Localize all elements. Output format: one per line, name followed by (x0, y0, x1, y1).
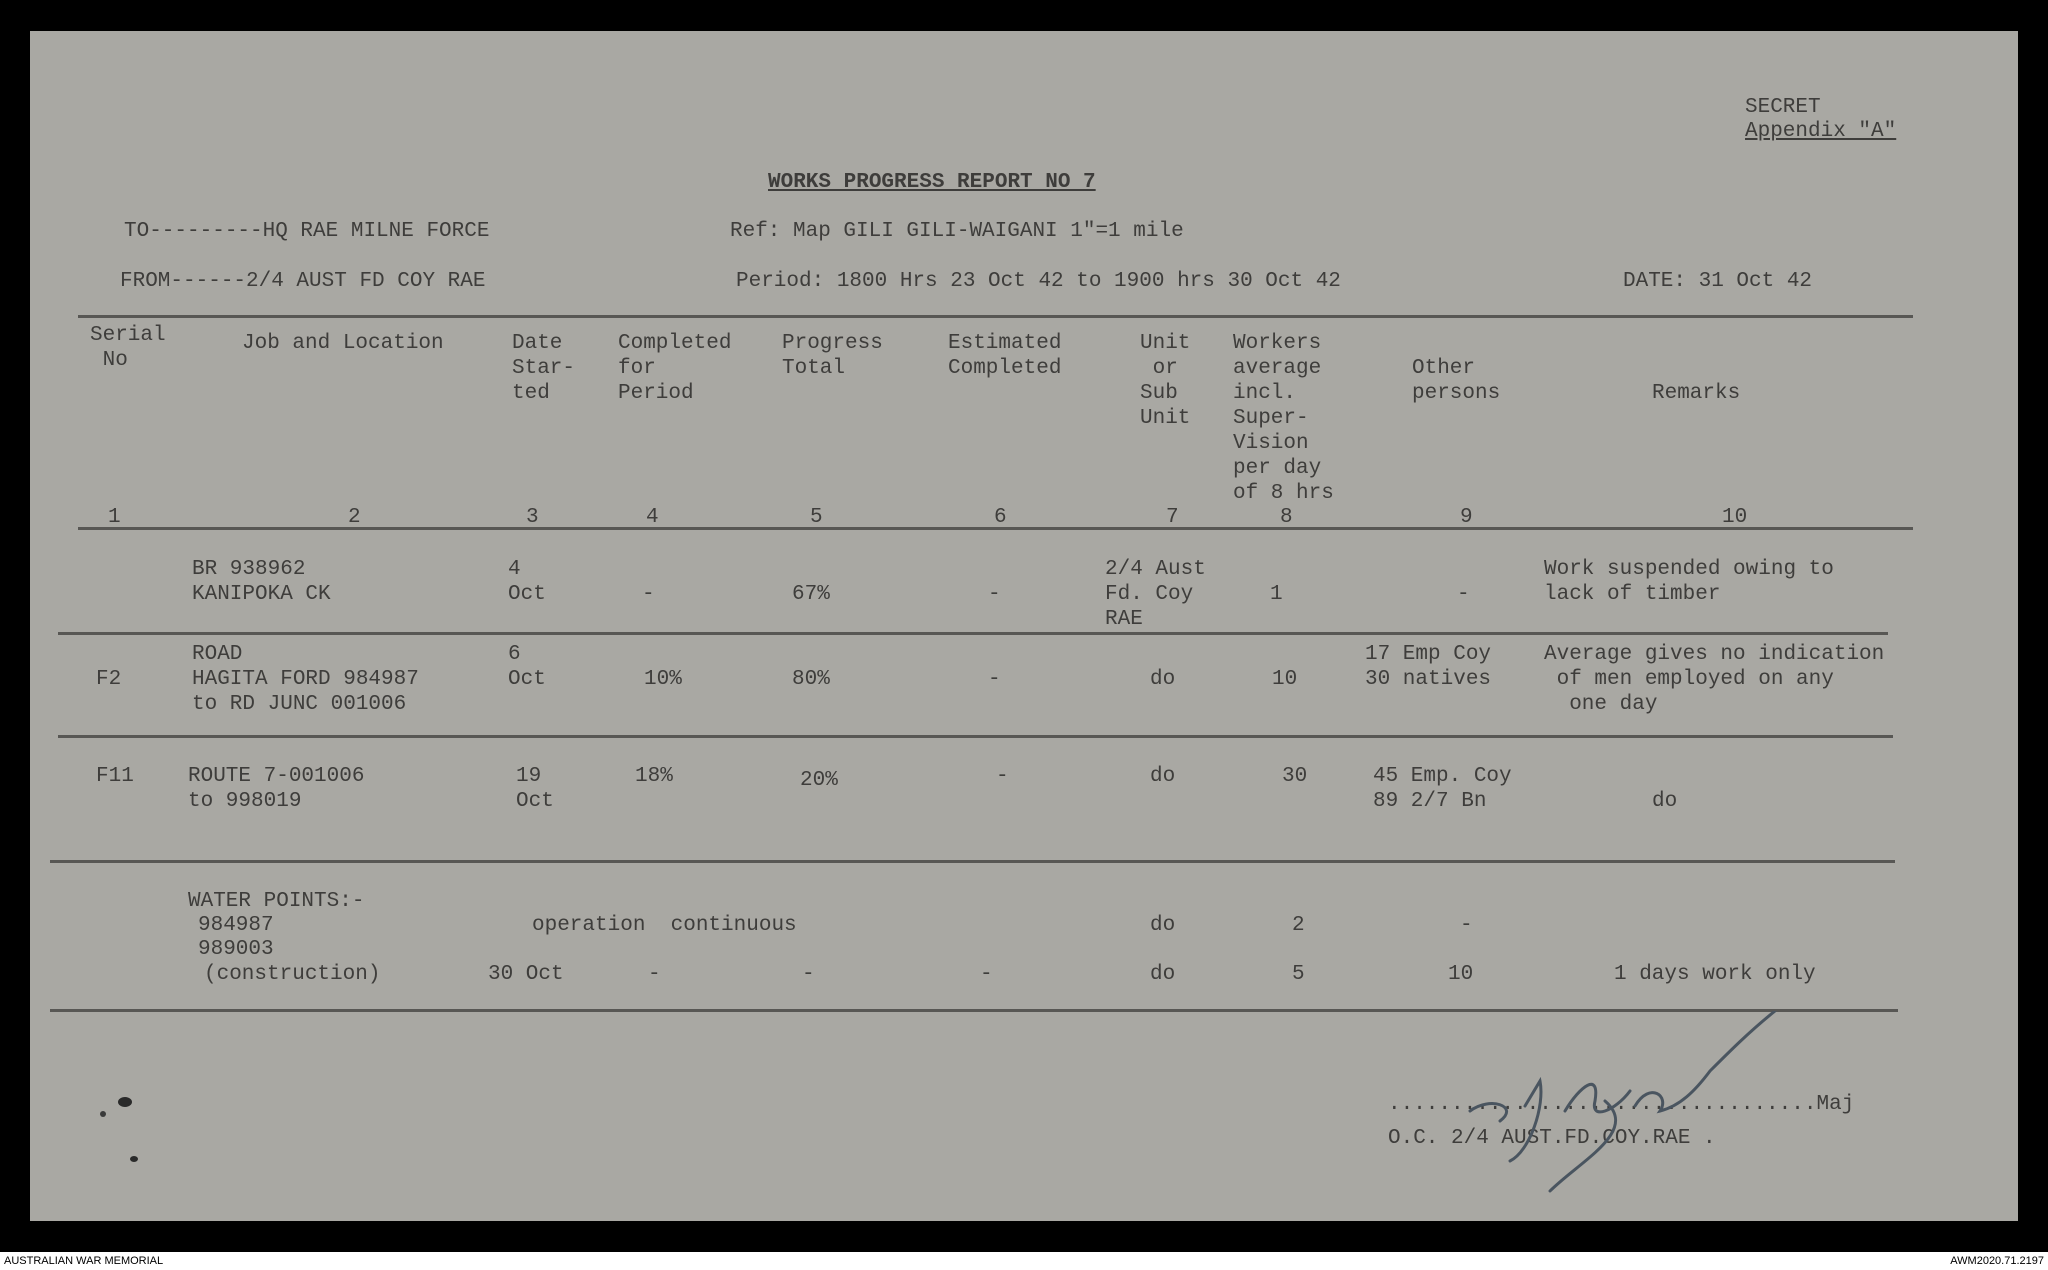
water-point-completed: - (648, 963, 661, 986)
archive-name: AUSTRALIAN WAR MEMORIAL (4, 1255, 164, 1267)
water-point-progress: - (802, 963, 815, 986)
row-progress: 67% (792, 583, 830, 606)
row-completed: 10% (644, 668, 682, 691)
row-job: BR 938962 KANIPOKA CK (192, 558, 331, 606)
water-point-workers: 5 (1292, 963, 1305, 986)
report-title: WORKS PROGRESS REPORT NO 7 (768, 171, 1096, 194)
col-number-2: 2 (348, 506, 361, 529)
col-number-4: 4 (646, 506, 659, 529)
header-progress-total: Progress Total (782, 332, 883, 380)
col-number-5: 5 (810, 506, 823, 529)
water-point-estimated: - (980, 963, 993, 986)
appendix-label: Appendix "A" (1745, 120, 1897, 143)
row-workers: 30 (1282, 765, 1308, 788)
water-point-location: 984987 (198, 914, 274, 937)
water-point-remarks: 1 days work only (1614, 963, 1816, 986)
row-unit: 2/4 Aust Fd. Coy RAE (1105, 558, 1206, 631)
header-job: Job and Location (242, 332, 444, 355)
water-point-unit: do (1150, 963, 1176, 986)
water-point-workers: 2 (1292, 914, 1305, 937)
header-remarks: Remarks (1652, 382, 1741, 405)
report-period: Period: 1800 Hrs 23 Oct 42 to 1900 hrs 30 Oct 42 (736, 270, 1341, 293)
row-completed: - (642, 583, 655, 606)
row-workers: 10 (1272, 668, 1298, 691)
row-other: 45 Emp. Coy 89 2/7 Bn (1373, 765, 1512, 813)
col-number-7: 7 (1166, 506, 1179, 529)
row-estimated: - (988, 583, 1001, 606)
row-other: - (1457, 583, 1470, 606)
water-point-location-note: (construction) (204, 963, 381, 986)
row-remarks: Work suspended owing to lack of timber (1544, 558, 1834, 606)
row-rule-1 (58, 632, 1888, 635)
row-date-started: 19 Oct (516, 765, 554, 813)
row-progress: 80% (792, 668, 830, 691)
row-rule-3 (50, 860, 1895, 863)
header-unit: Unit or Sub Unit (1140, 332, 1191, 430)
report-date: DATE: 31 Oct 42 (1623, 270, 1813, 293)
classification: SECRET (1745, 96, 1821, 119)
ink-speck (118, 1097, 132, 1107)
from-line: FROM------2/4 AUST FD COY RAE (120, 270, 486, 293)
signatory-title: O.C. 2/4 AUST.FD.COY.RAE . (1388, 1127, 1716, 1150)
header-completed-period: Completed for Period (618, 332, 732, 405)
header-workers: Workers average incl. Super- Vision per day of 8 hrs (1233, 332, 1334, 505)
col-number-10: 10 (1722, 506, 1748, 529)
row-workers: 1 (1270, 583, 1283, 606)
document-page (30, 31, 2018, 1221)
header-other-persons: Other persons (1412, 357, 1501, 405)
row-serial: F11 (96, 765, 134, 788)
ink-speck (100, 1111, 106, 1117)
row-job: ROAD HAGITA FORD 984987 to RD JUNC 001006 (192, 643, 419, 716)
water-point-status: operation continuous (532, 914, 797, 937)
row-date-started: 6 Oct (508, 643, 546, 691)
water-points-label: WATER POINTS:- (188, 890, 365, 913)
table-top-rule (78, 315, 1913, 318)
archive-reference: AWM2020.71.2197 (1950, 1255, 2044, 1267)
signature-line: ..................................Maj (1388, 1093, 1855, 1116)
water-point-location: 989003 (198, 938, 274, 961)
signature-mark (1430, 1011, 1830, 1211)
archive-footer (0, 1252, 2048, 1270)
col-number-3: 3 (526, 506, 539, 529)
col-number-8: 8 (1280, 506, 1293, 529)
row-unit: do (1150, 668, 1176, 691)
row-progress: 20% (800, 769, 838, 792)
header-date-started: Date Star- ted (512, 332, 576, 405)
ink-speck (130, 1156, 138, 1162)
row-other: 17 Emp Coy 30 natives (1365, 643, 1492, 691)
to-line: TO---------HQ RAE MILNE FORCE (124, 220, 490, 243)
water-point-other: - (1460, 914, 1473, 937)
col-number-6: 6 (994, 506, 1007, 529)
row-unit: do (1150, 765, 1176, 788)
map-reference: Ref: Map GILI GILI-WAIGANI 1"=1 mile (730, 220, 1184, 243)
col-number-1: 1 (108, 506, 121, 529)
water-point-date-started: 30 Oct (488, 963, 564, 986)
header-serial: Serial No (90, 324, 166, 372)
row-completed: 18% (635, 765, 673, 788)
header-estimated-completed: Estimated Completed (948, 332, 1062, 380)
row-remarks: do (1652, 790, 1678, 813)
row-estimated: - (988, 668, 1001, 691)
col-number-9: 9 (1460, 506, 1473, 529)
water-point-unit: do (1150, 914, 1176, 937)
row-rule-2 (58, 735, 1893, 738)
row-date-started: 4 Oct (508, 558, 546, 606)
row-estimated: - (996, 765, 1009, 788)
water-point-other: 10 (1448, 963, 1474, 986)
row-serial: F2 (96, 668, 122, 691)
row-remarks: Average gives no indication of men employed on any one day (1544, 643, 1885, 716)
row-job: ROUTE 7-001006 to 998019 (188, 765, 365, 813)
